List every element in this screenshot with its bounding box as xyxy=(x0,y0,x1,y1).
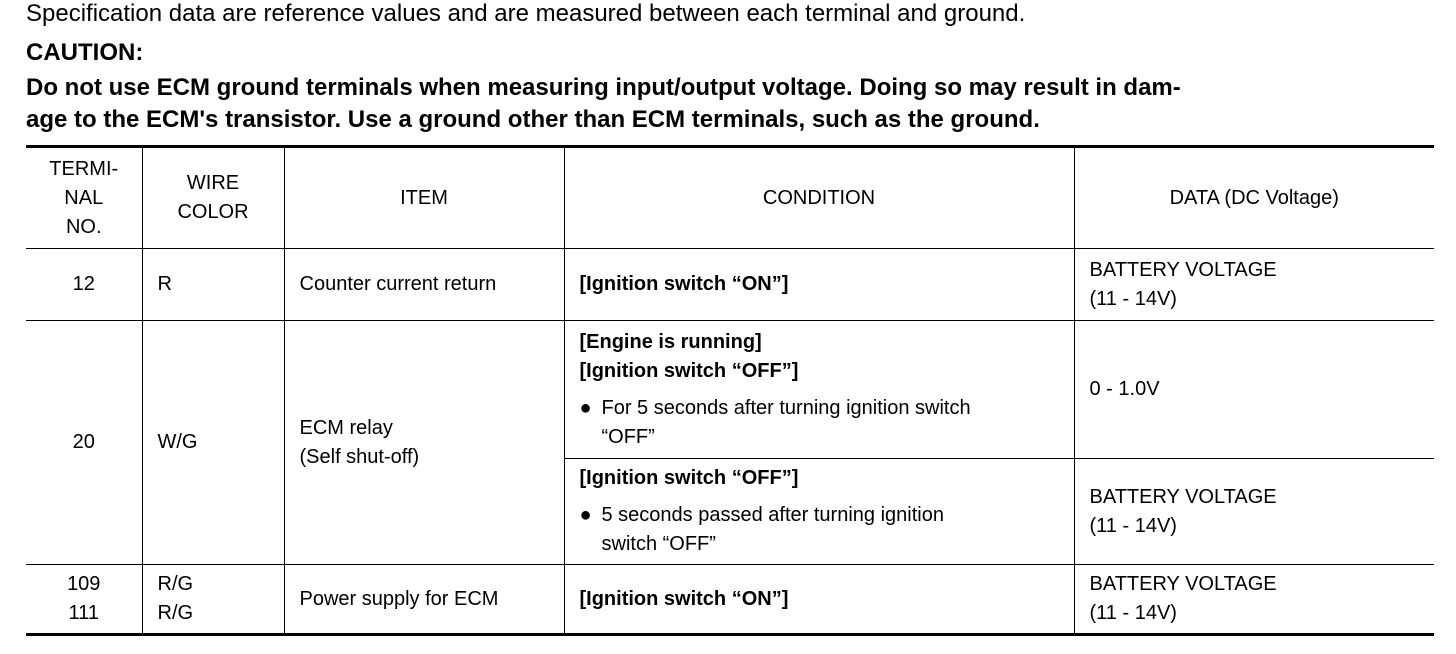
cell-item: ECM relay (Self shut-off) xyxy=(284,321,564,565)
table-row xyxy=(26,321,1434,459)
header-condition: CONDITION xyxy=(564,147,1074,249)
cell-wire-color: R xyxy=(142,249,284,321)
terminal-spec-table xyxy=(26,145,1434,636)
cell-terminal: 12 xyxy=(26,249,142,321)
bullet-dot-icon: ● xyxy=(579,396,592,419)
intro-text: Specification data are reference values and are measured between each terminal and ground. xyxy=(26,0,1026,27)
cell-item: Counter current return xyxy=(284,249,564,321)
header-item: ITEM xyxy=(284,147,564,249)
condition-bullet: ● 5 seconds passed after turning ignition switch “OFF” xyxy=(580,501,1074,559)
caution-heading: CAUTION: xyxy=(26,39,144,66)
caution-body xyxy=(26,72,1438,135)
cell-item: Power supply for ECM xyxy=(284,565,564,635)
header-terminal-no: TERMI- NAL NO. xyxy=(26,147,142,249)
cell-terminal: 20 xyxy=(26,321,142,565)
cell-condition: [Ignition switch “ON”] xyxy=(564,249,1074,321)
cell-terminal: 109 111 xyxy=(26,565,142,635)
cell-data: BATTERY VOLTAGE (11 - 14V) xyxy=(1074,249,1434,321)
cell-data: BATTERY VOLTAGE (11 - 14V) xyxy=(1074,459,1434,565)
cell-wire-color: W/G xyxy=(142,321,284,565)
table-header-row xyxy=(26,147,1434,249)
caution-line: Do not use ECM ground terminals when measuring input/output voltage. Doing so may result in dam- xyxy=(26,74,1181,101)
cell-data: 0 - 1.0V xyxy=(1074,321,1434,459)
header-data: DATA (DC Voltage) xyxy=(1074,147,1434,249)
table-row xyxy=(26,249,1434,321)
cell-condition: [Engine is running] [Ignition switch “OFF”] ● For 5 seconds after turning ignition switch “OFF” xyxy=(564,321,1074,459)
caution-line: age to the ECM's transistor. Use a ground other than ECM terminals, such as the ground. xyxy=(26,105,1040,133)
cell-condition: [Ignition switch “OFF”] ● 5 seconds passed after turning ignition switch “OFF” xyxy=(564,459,1074,565)
condition-bullet: ● For 5 seconds after turning ignition switch “OFF” xyxy=(580,394,1074,452)
bullet-dot-icon: ● xyxy=(579,504,592,526)
table-row xyxy=(26,565,1434,635)
cell-data: BATTERY VOLTAGE (11 - 14V) xyxy=(1074,565,1434,635)
cell-wire-color: R/G R/G xyxy=(142,565,284,635)
cell-condition: [Ignition switch “ON”] xyxy=(564,565,1074,635)
header-wire-color: WIRE COLOR xyxy=(142,147,284,249)
